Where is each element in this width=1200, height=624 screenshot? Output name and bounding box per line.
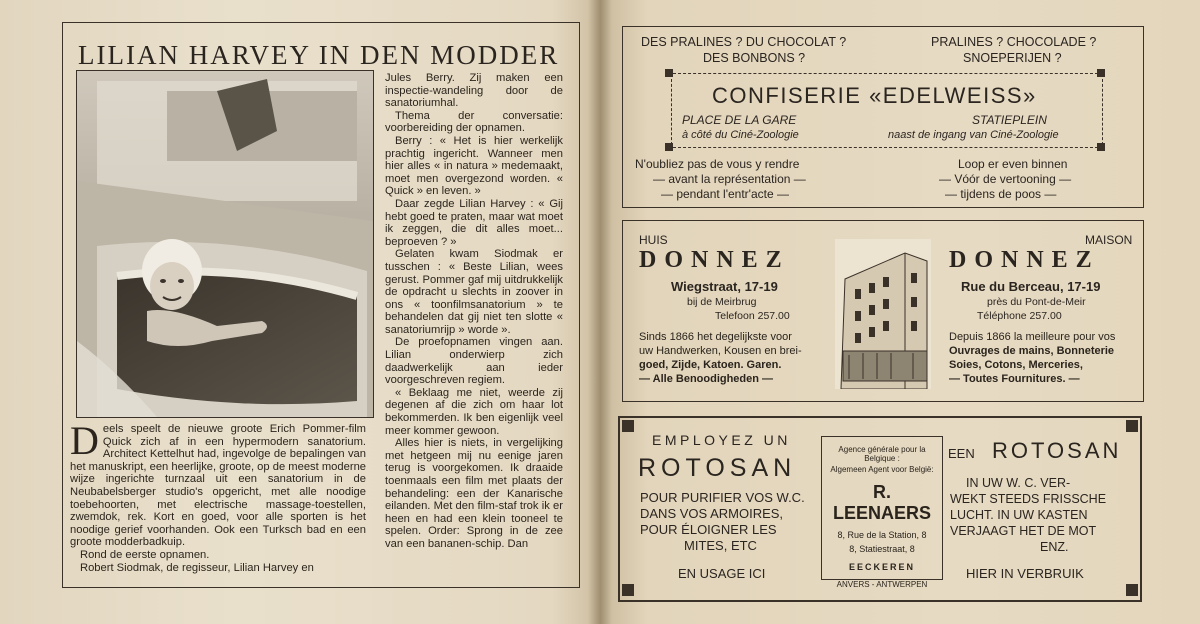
ad-text: Wiegstraat, 17-19 — [671, 279, 778, 294]
ad-text: Telefoon 257.00 — [715, 310, 790, 322]
ad-text: IN UW W. C. VER- — [966, 476, 1071, 490]
ad-text: Ouvrages de mains, Bonneterie — [949, 345, 1115, 357]
brand-name: ROTOSAN — [638, 454, 797, 482]
corner-ornament — [665, 143, 673, 151]
ad-text: à côté du Ciné-Zoologie — [682, 129, 799, 141]
article-right-column — [385, 72, 563, 551]
edelweiss-ad — [622, 26, 1144, 208]
agent-box — [821, 436, 943, 589]
ad-text: Depuis 1866 la meilleure pour vos — [949, 331, 1116, 343]
donnez-ad — [622, 220, 1144, 402]
ad-text: EEN — [948, 446, 975, 461]
ad-text: Soies, Cotons, Merceries, — [949, 359, 1083, 371]
shop-name-box — [671, 79, 1103, 145]
dashed-rule — [673, 73, 1098, 74]
paragraph: Berry : « Het is hier werkelijk prachtig ingericht. Wanneer men hier alles « in natura » medemaakt, moet men overgezond worden. « Quick » en leven. » — [385, 134, 563, 198]
ad-text: MAISON — [1085, 233, 1133, 247]
ad-text: — avant la représentation — — [653, 172, 806, 186]
ad-text: — pendant l'entr'acte — — [661, 187, 789, 201]
ad-text: goed, Zijde, Katoen. Garen. — [639, 359, 782, 371]
ad-text: 8, Rue de la Station, 8 — [837, 530, 927, 540]
corner-ornament — [622, 584, 634, 596]
shop-name: CONFISERIE «EDELWEISS» — [712, 83, 1037, 108]
ad-text: SNOEPERIJEN ? — [963, 51, 1062, 65]
brand-name: ROTOSAN — [992, 438, 1122, 463]
ad-text: N'oubliez pas de vous y rendre — [635, 157, 800, 171]
bath-photo — [76, 70, 374, 418]
ad-text: — tijdens de poos — — [945, 187, 1057, 201]
corner-ornament — [1126, 584, 1138, 596]
corner-ornament — [1097, 143, 1105, 151]
ad-text: 8, Statiestraat, 8 — [849, 544, 915, 554]
paragraph: Gelaten kwam Siodmak er tusschen : « Beste Lilian, wees gerust. Pommer gaf mij uitdrukkelijk de opdracht u slechts in zoover in ons « toonfilmsanatorium » te behandelen dat gij niet ten slotte « sanatoriumrijp » worde ». — [385, 248, 563, 336]
ad-text: ANVERS - ANTWERPEN — [836, 580, 928, 589]
dashed-rule — [673, 147, 1098, 148]
agent-name: R. LEENAERS — [832, 482, 931, 523]
paragraph: Jules Berry. Zij maken een inspectie-wandeling door de sanatoriumhal. — [385, 72, 563, 110]
ad-text: Agence générale pour la Belgique : — [838, 445, 926, 463]
article-headline: LILIAN HARVEY IN DEN MODDER — [78, 40, 560, 70]
ad-text: STATIEPLEIN — [972, 113, 1047, 127]
ad-text: LUCHT. IN UW KASTEN — [950, 508, 1088, 522]
ad-text: MITES, ETC — [684, 538, 757, 553]
shop-name-left: DONNEZ — [639, 247, 790, 273]
paragraph: Thema der conversatie: voorbereiding der opnamen. — [385, 109, 563, 135]
corner-ornament — [1097, 69, 1105, 77]
article-bottom-column — [70, 418, 367, 574]
ad-text: près du Pont-de-Meir — [987, 296, 1086, 308]
shop-building-illustration — [835, 239, 931, 389]
corner-ornament — [665, 69, 673, 77]
ad-text: Loop er even binnen — [958, 157, 1068, 171]
ad-text: EN USAGE ICI — [678, 566, 766, 581]
ad-text: Sinds 1866 het degelijkste voor — [639, 331, 792, 343]
book-gutter — [588, 0, 612, 624]
drop-cap: D — [70, 418, 99, 463]
corner-ornament — [1126, 420, 1138, 432]
ad-text: Téléphone 257.00 — [977, 310, 1062, 322]
paragraph: « Beklaag me niet, weerde zij degenen af die zich om haar lot bekommerden. Ik ben eigenlijk veel meer kommer gewoon. — [385, 386, 563, 437]
ad-text: — Toutes Fournitures. — — [949, 373, 1080, 385]
paragraph: Robert Siodmak, de regisseur, Lilian Harvey en — [80, 561, 314, 574]
ad-text: POUR PURIFIER VOS W.C. — [640, 490, 805, 505]
paragraph: Rond de eerste opnamen. — [80, 548, 210, 561]
ad-text: Rue du Berceau, 17-19 — [961, 279, 1101, 294]
ad-text: — Vóór de vertooning — — [939, 172, 1072, 186]
ad-text: ENZ. — [1040, 540, 1069, 554]
ad-text: PRALINES ? CHOCOLADE ? — [931, 35, 1097, 49]
ad-text: VERJAAGT HET DE MOT — [950, 524, 1097, 538]
paragraph: Daar zegde Lilian Harvey : « Gij hebt goed te praten, maar wat moet ik zeggen, die dit alles moet... beproeven ? » — [385, 197, 563, 248]
ad-text: uw Handwerken, Kousen en brei- — [639, 345, 802, 357]
ad-text: — Alle Benoodigheden — — [639, 373, 774, 385]
paragraph: eels speelt de nieuwe groote Erich Pommer-film Quick zich af in een hypermodern sanatorium. Architect Kettelhut had, ingevolge de bepalingen van het manuskript, een heerlijke, groote, op de meest moderne wijze ingerichte turnzaal uit een sanatorium in de Neubabelsberger studio's opgericht, met alle noodige toebehoorten, met electrische massage-toestellen, zwemdok, rek. Kort en goed, voor alle sporten is het noodige gerief voorhanden. Ook een Turksch bad en een groote modderbadkuip. — [70, 423, 367, 549]
ad-text: EECKEREN — [848, 562, 915, 572]
ad-text: naast de ingang van Ciné-Zoologie — [888, 129, 1059, 141]
ad-text: Algemeen Agent voor België: — [830, 465, 934, 474]
ad-text: DES PRALINES ? DU CHOCOLAT ? — [641, 35, 847, 49]
ad-text: DANS VOS ARMOIRES, — [640, 506, 784, 521]
shop-name-right: DONNEZ — [949, 247, 1100, 273]
paragraph: Alles hier is niets, in vergelijking met hetgeen mij nu eenige jaren terug is voorgekomen. Ik draaide toenmaals een film met plaats der behandeling: een der Kanarische eilanden. Met den film-staf trok ik er heen en had een klein tooneel te spelen. Order: Sprong in de zee van een bananen-schip. Dan — [385, 437, 563, 550]
paragraph: De proefopnamen vingen aan. Lilian onderwierp zich daadwerkelijk aan ieder voorgeschreven regiem. — [385, 336, 563, 387]
rotosan-ad — [618, 416, 1142, 602]
ad-text: HUIS — [639, 233, 668, 247]
ad-text: bij de Meirbrug — [687, 296, 757, 308]
corner-ornament — [622, 420, 634, 432]
ad-text: PLACE DE LA GARE — [682, 113, 797, 127]
ad-text: DES BONBONS ? — [703, 51, 806, 65]
ad-text: HIER IN VERBRUIK — [966, 566, 1084, 581]
ad-text: EMPLOYEZ UN — [652, 432, 791, 448]
ad-text: POUR ÉLOIGNER LES — [640, 522, 777, 537]
ad-text: WEKT STEEDS FRISSCHE — [950, 492, 1107, 506]
right-page — [600, 0, 1200, 624]
